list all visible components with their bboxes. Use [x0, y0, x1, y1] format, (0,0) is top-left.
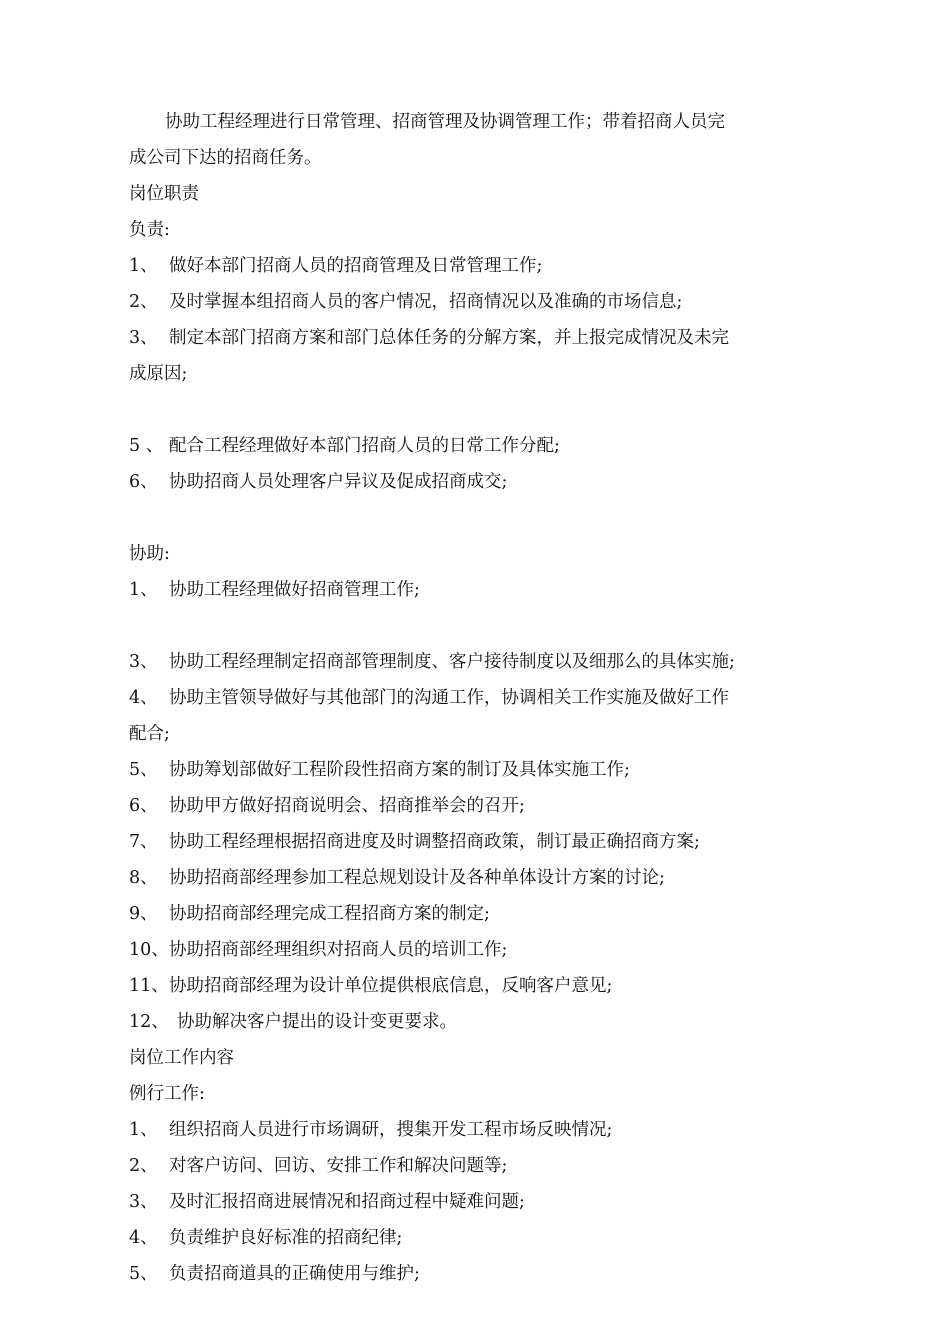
list-item-number: 3、 [129, 652, 158, 672]
section-title-duties: 岗位职责 [129, 184, 199, 204]
list-item-number: 6、 [129, 796, 158, 816]
list-item-text: 协助工程经理制定招商部管理制度、客户接待制度以及细那么的具体实施; [169, 652, 735, 672]
list-item-text: 协助筹划部做好工程阶段性招商方案的制订及具体实施工作; [169, 760, 630, 780]
list-item [129, 1184, 799, 1220]
list-item-number: 8、 [129, 868, 158, 888]
list-item-text: 协助解决客户提出的设计变更要求。 [177, 1012, 457, 1032]
list-item-text: 配合工程经理做好本部门招商人员的日常工作分配; [169, 436, 560, 456]
list-item [129, 1112, 799, 1148]
list-item [129, 860, 799, 896]
list-item [129, 1004, 799, 1040]
list-item-text: 协助主管领导做好与其他部门的沟通工作，协调相关工作实施及做好工作 [169, 688, 729, 708]
list-item-number: 1、 [129, 1120, 158, 1140]
list-item-text: 协助招商部经理完成工程招商方案的制定; [169, 904, 490, 924]
list-item-continuation: 配合; [129, 724, 170, 744]
list-item [129, 968, 799, 1004]
list-item [129, 1220, 799, 1256]
list-item [129, 572, 799, 608]
list-item [129, 320, 799, 356]
list-item-text: 协助工程经理做好招商管理工作; [169, 580, 420, 600]
list-item [129, 248, 799, 284]
list-item-number: 4、 [129, 688, 158, 708]
list-item-text: 协助工程经理根据招商进度及时调整招商政策，制订最正确招商方案; [169, 832, 700, 852]
list-item [129, 896, 799, 932]
assist-label: 协助: [129, 544, 170, 564]
list-item-number: 5 、 [129, 436, 164, 456]
list-item-number: 10、 [129, 940, 169, 960]
list-item-number: 9、 [129, 904, 158, 924]
list-item-number: 2、 [129, 1156, 158, 1176]
blank-line [129, 500, 799, 536]
list-item [129, 932, 799, 968]
list-item [129, 680, 799, 716]
list-item-number: 1、 [129, 256, 158, 276]
list-item-text: 协助甲方做好招商说明会、招商推举会的召开; [169, 796, 525, 816]
list-item-text: 负责招商道具的正确使用与维护; [169, 1264, 420, 1284]
list-item-number: 11、 [129, 976, 169, 996]
list-item-text: 协助招商部经理参加工程总规划设计及各种单体设计方案的讨论; [169, 868, 665, 888]
document-body [129, 104, 799, 1292]
list-item [129, 464, 799, 500]
list-item [129, 1148, 799, 1184]
list-item-number: 5、 [129, 1264, 158, 1284]
list-item [129, 1256, 799, 1292]
list-item-text: 协助招商部经理为设计单位提供根底信息，反响客户意见; [169, 976, 613, 996]
list-item [129, 824, 799, 860]
section-title-work-content: 岗位工作内容 [129, 1048, 234, 1068]
list-item-number: 3、 [129, 328, 158, 348]
list-item-continuation: 成原因; [129, 364, 188, 384]
list-item-number: 3、 [129, 1192, 158, 1212]
list-item-number: 6、 [129, 472, 158, 492]
intro-paragraph-line-1: 协助工程经理进行日常管理、招商管理及协调管理工作；带着招商人员完 [165, 112, 725, 132]
list-item-number: 4、 [129, 1228, 158, 1248]
list-item [129, 428, 799, 464]
list-item-text: 对客户访问、回访、安排工作和解决问题等; [169, 1156, 508, 1176]
list-item [129, 752, 799, 788]
list-item-text: 协助招商人员处理客户异议及促成招商成交; [169, 472, 508, 492]
list-item-number: 1、 [129, 580, 158, 600]
list-item-text: 协助招商部经理组织对招商人员的培训工作; [169, 940, 508, 960]
list-item-text: 制定本部门招商方案和部门总体任务的分解方案，并上报完成情况及未完 [169, 328, 729, 348]
routine-label: 例行工作: [129, 1084, 205, 1104]
blank-line [129, 392, 799, 428]
list-item-text: 及时掌握本组招商人员的客户情况，招商情况以及准确的市场信息; [169, 292, 683, 312]
list-item [129, 284, 799, 320]
list-item-text: 组织招商人员进行市场调研，搜集开发工程市场反映情况; [169, 1120, 613, 1140]
list-item-number: 12、 [129, 1012, 169, 1032]
list-item-text: 做好本部门招商人员的招商管理及日常管理工作; [169, 256, 543, 276]
list-item-number: 7、 [129, 832, 158, 852]
responsible-label: 负责: [129, 220, 170, 240]
blank-line [129, 608, 799, 644]
intro-paragraph-line-2: 成公司下达的招商任务。 [129, 148, 322, 168]
list-item-number: 5、 [129, 760, 158, 780]
list-item-number: 2、 [129, 292, 158, 312]
list-item-text: 负责维护良好标准的招商纪律; [169, 1228, 403, 1248]
list-item [129, 644, 799, 680]
list-item [129, 788, 799, 824]
list-item-text: 及时汇报招商进展情况和招商过程中疑难问题; [169, 1192, 525, 1212]
